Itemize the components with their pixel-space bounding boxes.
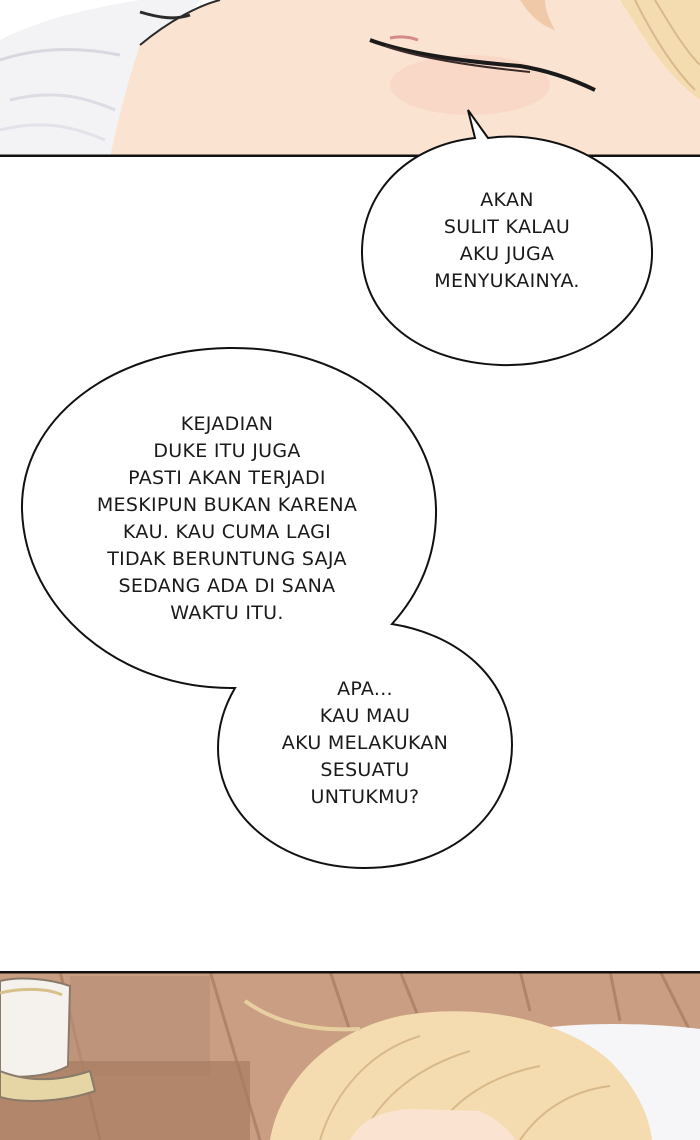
bubble-line: TIDAK BERUNTUNG SAJA bbox=[107, 548, 347, 570]
bubble-line: AKU MELAKUKAN bbox=[281, 732, 449, 754]
bubble-text-lower-right bbox=[265, 676, 465, 811]
bubble-line: SEDANG ADA DI SANA bbox=[118, 575, 336, 597]
bubble-line: KAU. KAU CUMA LAGI bbox=[122, 521, 332, 543]
bubble-line: MENYUKAINYA. bbox=[434, 270, 580, 292]
bubble-line: MESKIPUN BUKAN KARENA bbox=[96, 494, 358, 516]
bubble-line: KEJADIAN bbox=[180, 413, 274, 435]
bubble-line: WAKTU ITU. bbox=[170, 602, 284, 624]
sleeping-character-art bbox=[0, 971, 700, 1140]
bubble-line: DUKE ITU JUGA bbox=[153, 440, 301, 462]
bubble-line: KAU MAU bbox=[319, 705, 411, 727]
bubble-text-top-right bbox=[407, 187, 607, 295]
bubble-line: SULIT KALAU bbox=[443, 216, 571, 238]
bubble-text-large-left bbox=[77, 411, 377, 627]
bubble-line: AKAN bbox=[480, 189, 534, 211]
bubble-line: SESUATU bbox=[320, 759, 410, 781]
bubble-line: PASTI AKAN TERJADI bbox=[128, 467, 326, 489]
bottom-illustration-panel bbox=[0, 971, 700, 1140]
bubble-line: AKU JUGA bbox=[459, 243, 555, 265]
bubble-line: UNTUKMU? bbox=[310, 786, 420, 808]
bubble-line: APA... bbox=[337, 678, 393, 700]
